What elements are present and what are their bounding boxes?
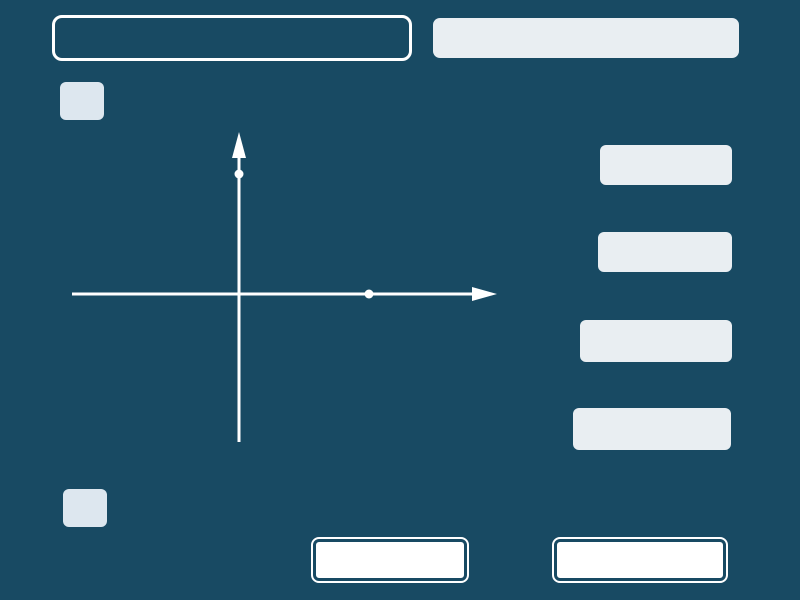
x-axis-arrow [472,287,497,301]
label-a-bg [298,234,334,264]
answer-d[interactable] [573,408,731,450]
x-tick-dot [365,290,374,299]
task-2-number [63,489,107,527]
label-c-bg [134,432,170,462]
answer-c[interactable] [580,320,732,362]
label-d-bg [126,200,162,230]
y-axis-arrow [232,132,246,158]
abscissa-answer[interactable] [313,539,467,581]
answer-b[interactable] [598,232,732,272]
y-tick-dot [235,170,244,179]
label-b-bg [404,361,440,391]
ordinate-answer[interactable] [554,539,726,581]
answer-a[interactable] [600,145,732,185]
